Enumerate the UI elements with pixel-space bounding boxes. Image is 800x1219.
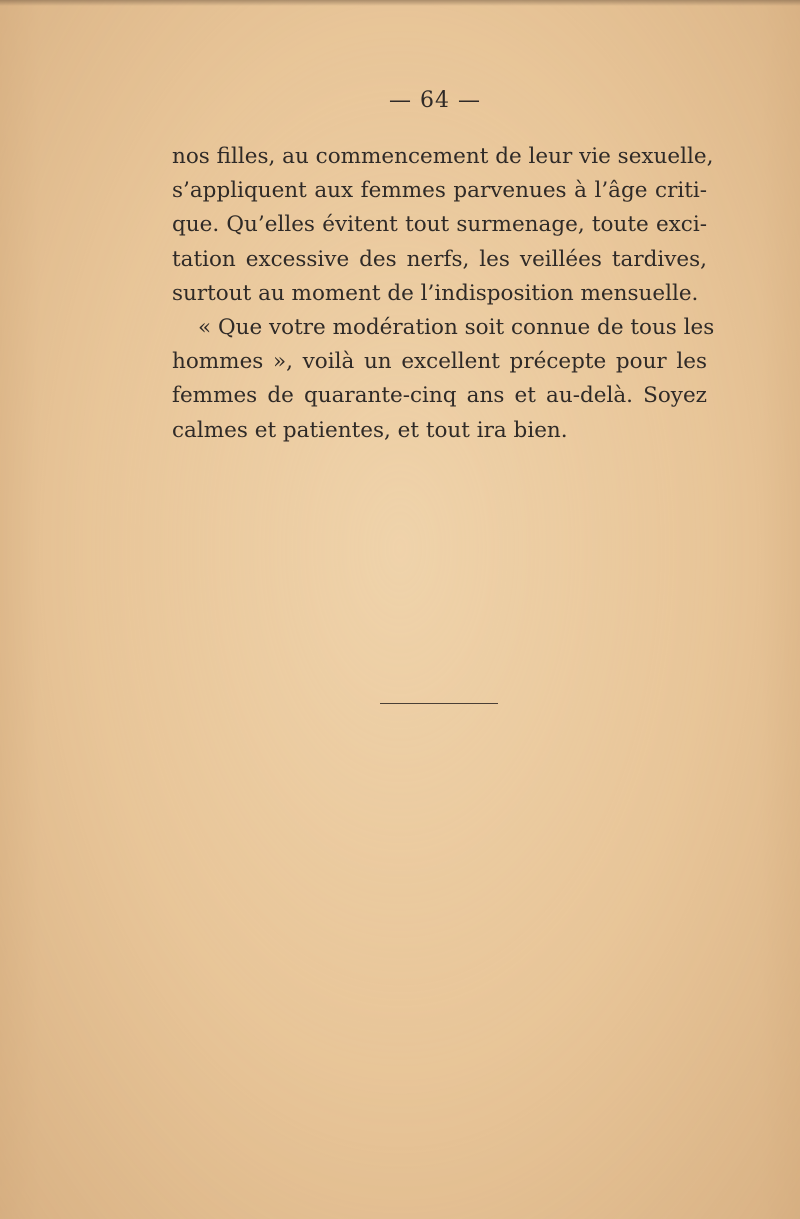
- text-line: tation excessive des nerfs, les veillées tardives,: [172, 246, 707, 272]
- text-line: que. Qu’elles évitent tout surmenage, toute exci-: [172, 212, 707, 238]
- page-number: — 64 —: [389, 88, 481, 113]
- text-line: « Que votre modération soit connue de tous les: [198, 314, 715, 340]
- text-line: hommes », voilà un excellent précepte pour les: [172, 349, 707, 375]
- body-text: [172, 140, 715, 448]
- page-top-edge: [0, 0, 800, 6]
- text-line: femmes de quarante-cinq ans et au-delà. Soyez: [172, 383, 707, 409]
- text-line: surtout au moment de l’indisposition mensuelle.: [172, 280, 699, 306]
- text-line: calmes et patientes, et tout ira bien.: [172, 417, 568, 443]
- text-line: nos filles, au commencement de leur vie sexuelle,: [172, 144, 714, 169]
- section-end-rule: [380, 703, 498, 704]
- text-line: s’appliquent aux femmes parvenues à l’âge criti-: [172, 178, 707, 204]
